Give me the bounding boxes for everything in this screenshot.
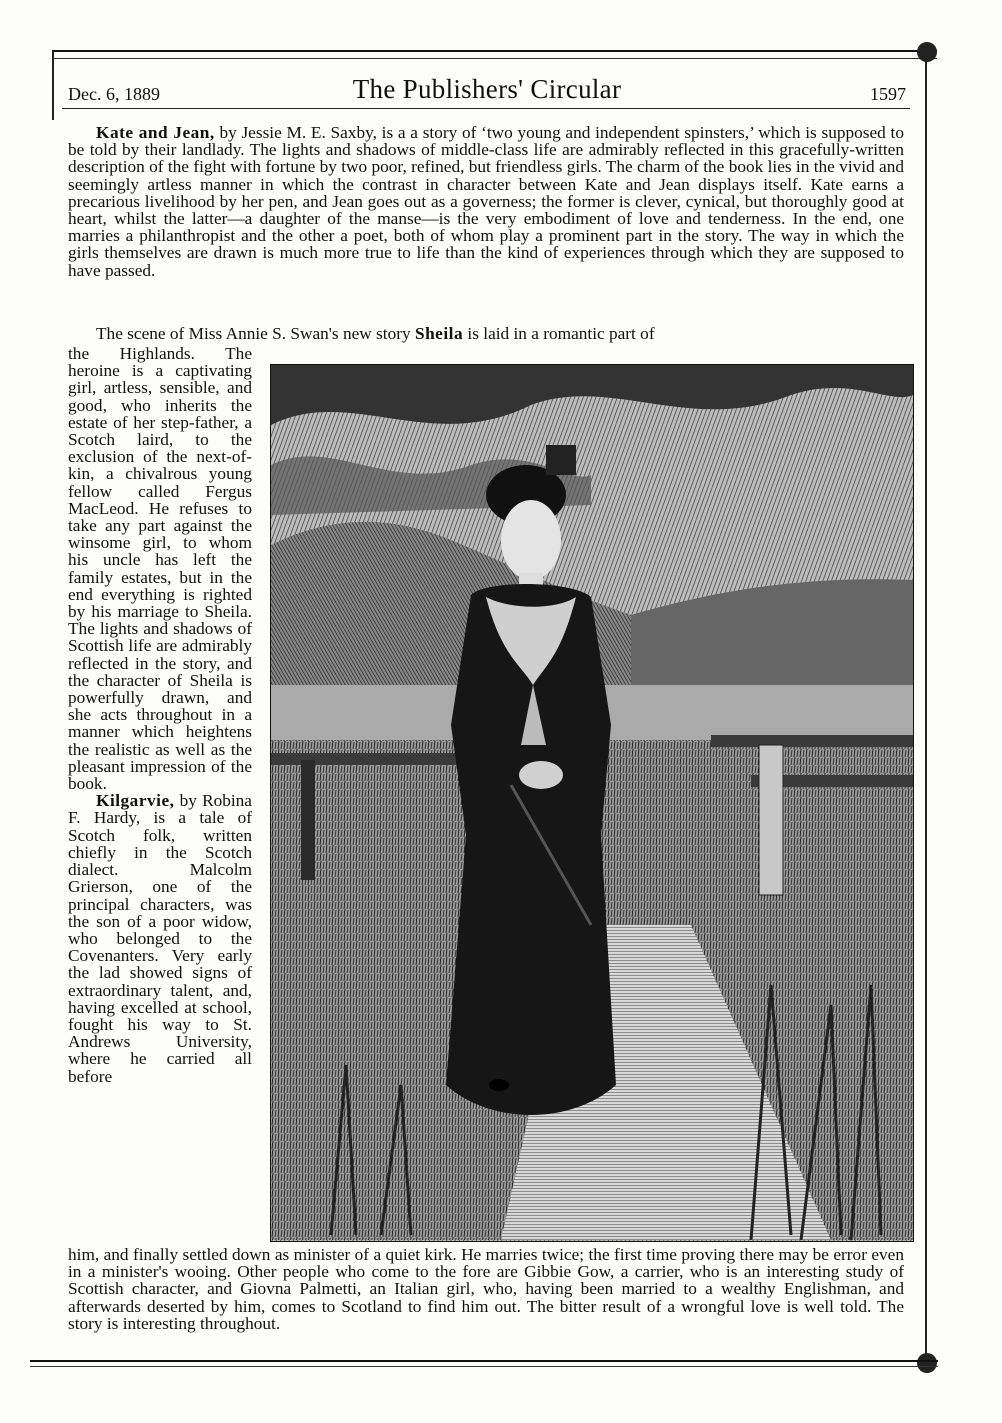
book-title-kilgarvie: Kilgarvie, <box>96 791 175 811</box>
review-intro-end: is laid in a romantic part of <box>467 324 655 343</box>
review-intro: The scene of Miss Annie S. Swan's new story <box>96 324 411 343</box>
left-text-column <box>68 345 252 1085</box>
publication-title: The Publishers' Circular <box>352 74 622 104</box>
right-border-rule <box>925 50 927 1366</box>
book-title-kate-and-jean: Kate and Jean, <box>96 123 215 142</box>
left-border-rule <box>52 50 54 120</box>
book-title-sheila: Sheila <box>414 324 464 343</box>
corner-ornament-icon <box>917 1353 937 1373</box>
review-sheila-body: the Highlands. The heroine is a captivating girl, artless, sensible, and good, who inherits the estate of her step-father, a Scotch laird, to the exclusion of the next-of-kin, a chivalrous young fellow called Fergus MacLeod. He refuses to take any part against the winsome girl, to whom his uncle has left the family estates, but in the end everything is righted by his marriage to Sheila. The lights and shadows of Scottish life are admirably reflected in the story, and the character of Sheila is powerfully drawn, and she acts throughout in a manner which heightens the realistic as well as the pleasant impression of the book. <box>68 344 252 794</box>
page-number: 1597 <box>870 84 906 104</box>
review-kilgarvie-body: him, and finally settled down as minister of a quiet kirk. He marries twice; the first time proving there may be error even in a minister's wooing. Other people who come to the fore are Gibbie Gow, a carrier, who is an interesting study of Scottish character, and Giovna Palmetti, an Italian girl, who, having been married to a wealthy Englishman, and afterwards deserted by him, comes to Scotland to find him out. The bitter result of a wrongful love is well told. The story is interesting throughout. <box>68 1245 904 1333</box>
bottom-double-rule <box>30 1360 938 1362</box>
fence-rail <box>711 735 913 747</box>
issue-date: Dec. 6, 1889 <box>68 84 160 104</box>
fence-post <box>759 745 783 895</box>
review-kilgarvie-column: by Robina F. Hardy, is a tale of Scotch folk, written chiefly in the Scotch dialect. Malcolm Grierson, one of the principal characters, was the son of a poor widow, who belonged to the Covenanters. Very early the lad showed signs of extraordinary talent, and, having excelled at school, fought his way to St. Andrews University, where he carried all before <box>68 791 252 1086</box>
top-double-rule-inner <box>52 58 937 59</box>
review-kilgarvie-continued <box>68 1246 904 1332</box>
review-sheila-intro <box>68 325 904 342</box>
review-body: by Jessie M. E. Saxby, is a a story of ‘two young and independent spinsters,’ which is supposed to be told by their landlady. The lights and shadows of middle-class life are admirably reflected in this gracefully-written description of the fight with fortune by two poor, refined, but friendless girls. The charm of the book lies in the vivid and seemingly artless manner in which the contrast in character between Kate and Jean displays itself. Kate earns a precarious livelihood by her pen, and Jean goes out as a governess; the former is clever, cynical, but thoroughly good at heart, whilst the latter—a daughter of the manse—is the very embodiment of love and tenderness. In the end, one marries a philanthropist and the other a poet, both of whom play a prominent part in the story. The way in which the girls themselves are drawn is much more true to life than the kind of experiences through which they are supposed to have passed. <box>68 123 904 280</box>
masthead <box>68 74 906 106</box>
engraving-illustration <box>270 364 914 1242</box>
top-double-rule <box>52 50 937 52</box>
fence-post <box>301 760 315 880</box>
masthead-rule <box>62 108 910 109</box>
corner-ornament-icon <box>917 42 937 62</box>
bottom-double-rule-inner <box>30 1366 938 1367</box>
review-kate-and-jean <box>68 124 904 279</box>
